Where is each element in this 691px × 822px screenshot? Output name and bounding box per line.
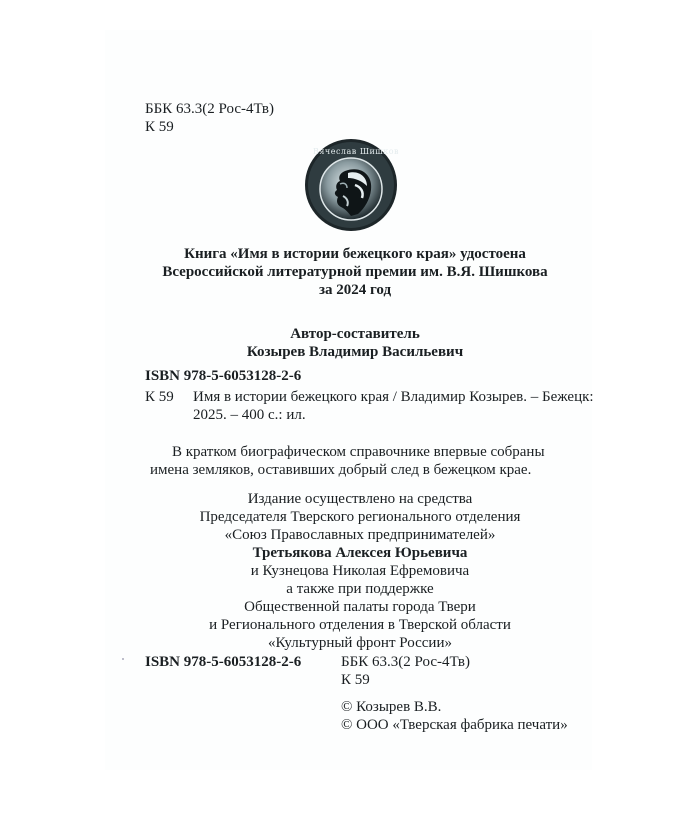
copyright-publisher: © ООО «Тверская фабрика печати» [341, 717, 568, 733]
award-notice [145, 245, 565, 299]
bbk-code: ББК 63.3(2 Рос-4Тв) [145, 101, 274, 117]
funding-line: Общественной палаты города Твери [244, 599, 476, 615]
catalog-line: Имя в истории бежецкого края / Владимир Козырев. – Бежецк: [193, 389, 594, 405]
scan-speck [122, 658, 124, 660]
award-line: за 2024 год [318, 282, 392, 298]
catalog-line: 2025. – 400 с.: ил. [193, 407, 306, 423]
abstract-line: В кратком биографическом справочнике впервые собраны [172, 444, 545, 460]
award-line: Всероссийской литературной премии им. В.Я. Шишкова [162, 264, 548, 280]
copyright-author: © Козырев В.В. [341, 699, 442, 715]
bbk-footer [341, 653, 470, 689]
abstract [150, 443, 570, 479]
funding-line: а также при поддержке [286, 581, 434, 597]
funding-notice [160, 490, 560, 652]
medal-inscription: Вячеслав Шишков [313, 147, 400, 156]
bbk-code: ББК 63.3(2 Рос-4Тв) [341, 654, 470, 670]
author-mark: К 59 [145, 119, 174, 135]
portrait-medal [303, 137, 399, 233]
funding-line: «Культурный фронт России» [268, 635, 452, 651]
funding-sponsor-name: Третьякова Алексея Юрьевича [252, 545, 468, 561]
copyright-block [341, 698, 568, 734]
author-role: Автор-составитель [290, 326, 420, 342]
funding-line: и Регионального отделения в Тверской области [209, 617, 511, 633]
award-line: Книга «Имя в истории бежецкого края» удостоена [184, 246, 526, 262]
isbn-top: ISBN 978-5-6053128-2-6 [145, 368, 302, 384]
funding-line: Издание осуществлено на средства [247, 491, 473, 507]
funding-line: «Союз Православных предпринимателей» [224, 527, 496, 543]
author-name: Козырев Владимир Васильевич [246, 344, 464, 360]
author-mark: К 59 [341, 672, 370, 688]
author-block [145, 325, 565, 361]
abstract-line: имена земляков, оставивших добрый след в бежецком крае. [150, 462, 532, 478]
funding-line: и Кузнецова Николая Ефремовича [250, 563, 470, 579]
funding-line: Председателя Тверского регионального отделения [199, 509, 521, 525]
catalog-code: К 59 [145, 389, 174, 405]
bbk-header [145, 100, 274, 136]
isbn-bottom: ISBN 978-5-6053128-2-6 [145, 654, 302, 670]
